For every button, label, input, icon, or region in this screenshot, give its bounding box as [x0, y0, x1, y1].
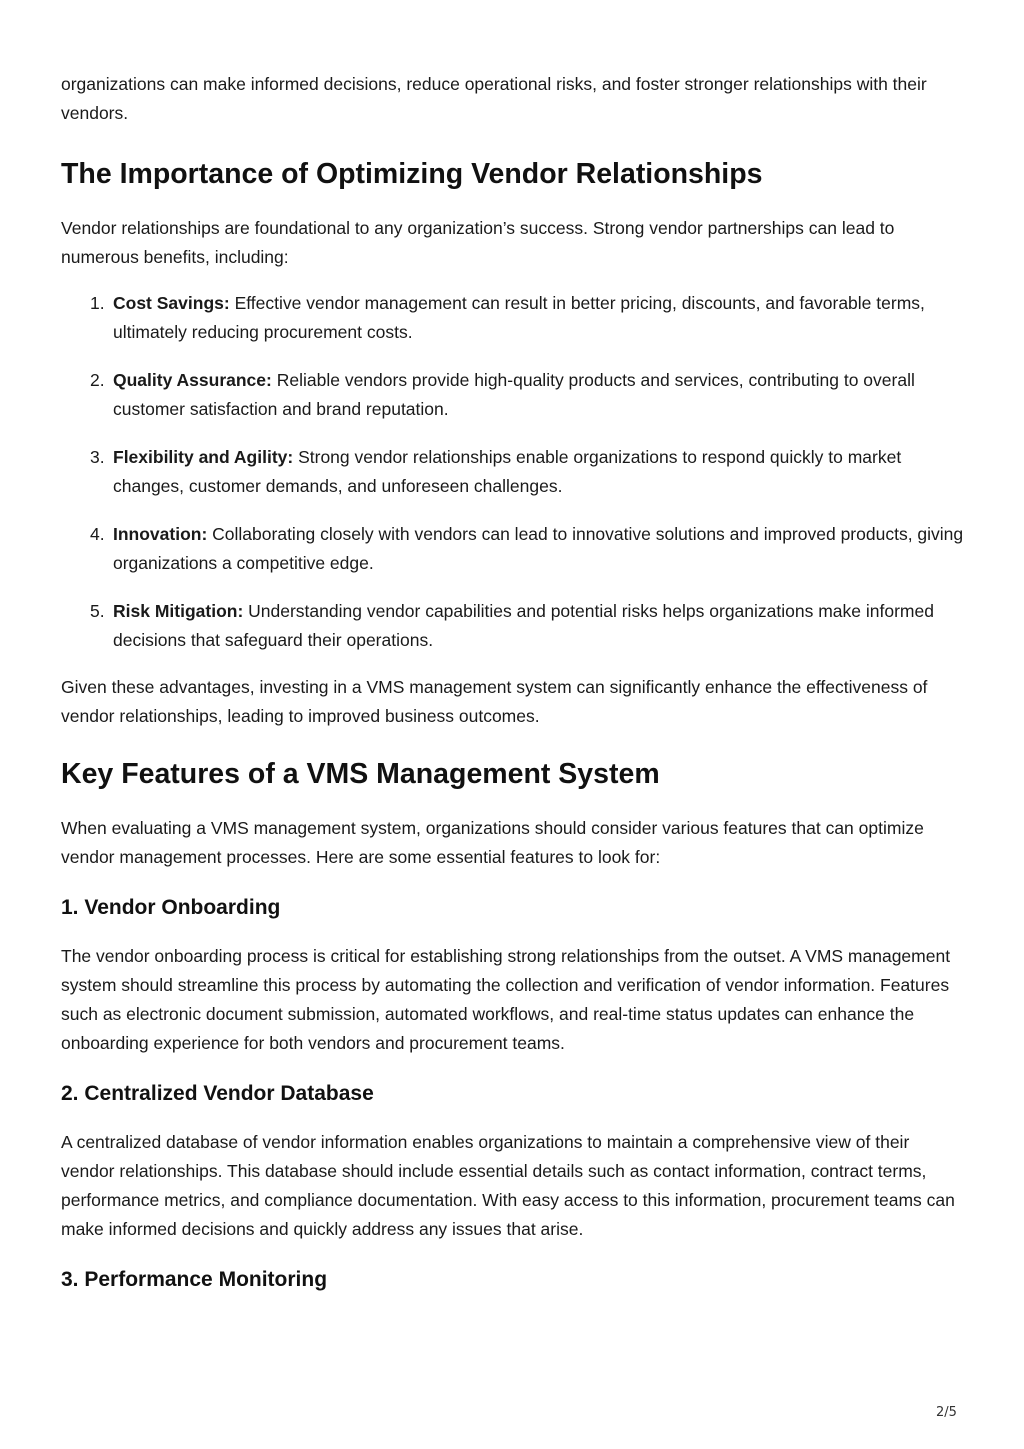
list-item-number: 2. — [90, 370, 105, 390]
list-item-title: Quality Assurance: — [113, 370, 272, 390]
list-item-number: 3. — [90, 447, 105, 467]
list-item — [61, 366, 966, 424]
page-number: 2/5 — [936, 1405, 957, 1420]
list-item-title: Cost Savings: — [113, 293, 230, 313]
importance-paragraph: Vendor relationships are foundational to any organization’s success. Strong vendor partnerships can lead to numerous benefits, including: — [61, 218, 895, 267]
heading-key-features: Key Features of a VMS Management System — [61, 758, 660, 790]
list-item-text: Reliable vendors provide high-quality products and services, contributing to overall customer satisfaction and brand reputation. — [113, 370, 915, 419]
list-item — [61, 443, 966, 501]
list-item-number: 5. — [90, 601, 105, 621]
list-item-text: Strong vendor relationships enable organizations to respond quickly to market changes, customer demands, and unforeseen challenges. — [113, 447, 902, 496]
benefits-list — [61, 289, 966, 655]
list-item — [61, 597, 966, 655]
list-item-number: 4. — [90, 524, 105, 544]
document-page — [61, 70, 966, 1294]
list-item-title: Flexibility and Agility: — [113, 447, 294, 467]
list-item-text: Effective vendor management can result in better pricing, discounts, and favorable terms, ultimately reducing procurement costs. — [113, 293, 925, 342]
list-item-text: Understanding vendor capabilities and potential risks helps organizations make informed decisions that safeguard their operations. — [113, 601, 934, 650]
subheading-performance-monitoring: 3. Performance Monitoring — [61, 1268, 328, 1291]
intro-paragraph: organizations can make informed decisions, reduce operational risks, and foster stronger relationships with their vendors. — [61, 74, 927, 123]
list-item — [61, 289, 966, 347]
heading-importance: The Importance of Optimizing Vendor Relationships — [61, 158, 763, 190]
list-item-number: 1. — [90, 293, 105, 313]
importance-closing-paragraph: Given these advantages, investing in a VMS management system can significantly enhance the effectiveness of vendor relationships, leading to improved business outcomes. — [61, 677, 928, 726]
subheading-vendor-onboarding: 1. Vendor Onboarding — [61, 896, 281, 919]
list-item-text: Collaborating closely with vendors can lead to innovative solutions and improved products, giving organizations a competitive edge. — [113, 524, 964, 573]
list-item-title: Risk Mitigation: — [113, 601, 244, 621]
features-paragraph: When evaluating a VMS management system, organizations should consider various features that can optimize vendor management processes. Here are some essential features to look for: — [61, 818, 924, 867]
vendor-onboarding-paragraph: The vendor onboarding process is critical for establishing strong relationships from the outset. A VMS management system should streamline this process by automating the collection and verification of vendor information. Features such as electronic document submission, automated workflows, and real-time status updates can enhance the onboarding experience for both vendors and procurement teams. — [61, 946, 951, 1053]
list-item — [61, 520, 966, 578]
centralized-database-paragraph: A centralized database of vendor information enables organizations to maintain a comprehensive view of their vendor relationships. This database should include essential details such as contact information, contract terms, performance metrics, and compliance documentation. With easy access to this information, procurement teams can make informed decisions and quickly address any issues that arise. — [61, 1132, 955, 1239]
subheading-centralized-database: 2. Centralized Vendor Database — [61, 1082, 374, 1105]
list-item-title: Innovation: — [113, 524, 208, 544]
